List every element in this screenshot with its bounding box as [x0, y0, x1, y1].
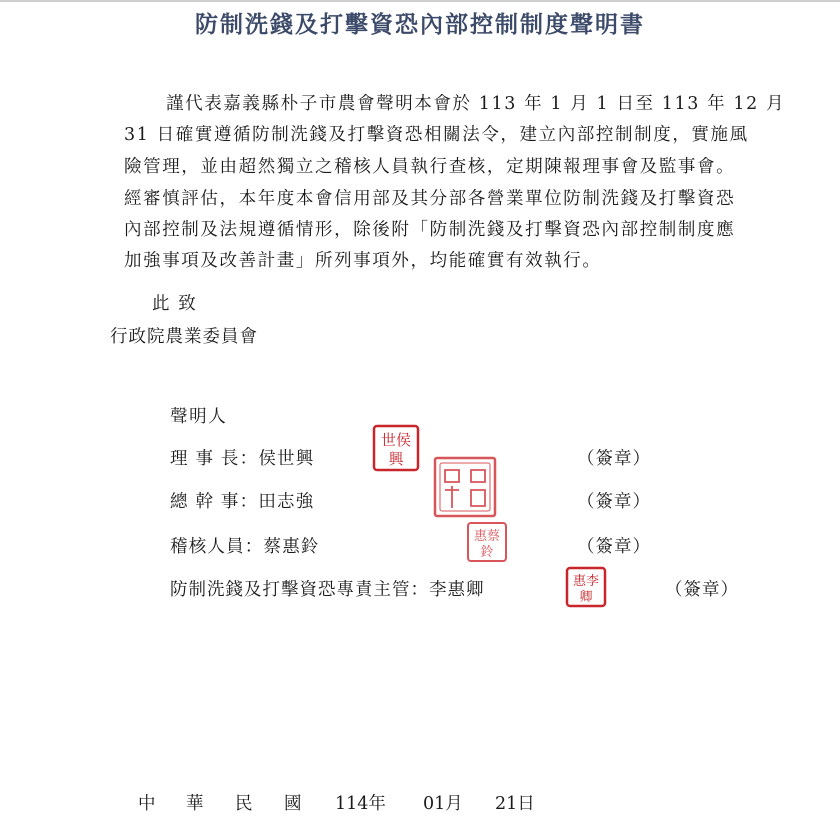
- declarant-label: 聲明人: [170, 407, 228, 427]
- office-seal: [433, 456, 497, 518]
- sign-label-general-manager: （簽章）: [577, 492, 651, 512]
- paragraph-line-4: 經審慎評估，本年度本會信用部及其分部各營業單位防制洗錢及打擊資恐: [124, 189, 736, 209]
- paragraph-line-2: 31 日確實遵循防制洗錢及打擊資恐相關法令，建立內部控制制度，實施風: [124, 125, 749, 145]
- signatory-general-manager: 總 幹 事：田志強: [170, 492, 315, 512]
- date-year: 114年: [335, 794, 386, 814]
- signatory-auditor: 稽核人員：蔡惠鈴: [170, 537, 320, 557]
- svg-text:惠李: 惠李: [572, 574, 600, 589]
- top-border-line: [0, 0, 840, 2]
- svg-text:惠蔡: 惠蔡: [473, 529, 501, 544]
- chairman-seal: [372, 424, 420, 472]
- date-era-4: 國: [284, 794, 302, 814]
- signatory-chairman: 理 事 長：侯世興: [170, 449, 315, 469]
- officer-seal: [565, 566, 607, 608]
- svg-text:興: 興: [388, 450, 404, 468]
- svg-text:卿: 卿: [579, 590, 593, 605]
- date-era-2: 華: [186, 794, 204, 814]
- svg-text:鈴: 鈴: [480, 545, 494, 560]
- sign-label-aml-officer: （簽章）: [665, 580, 739, 600]
- signatory-aml-officer: 防制洗錢及打擊資恐專責主管：李惠卿: [170, 580, 485, 600]
- auditor-seal: [466, 521, 508, 563]
- svg-text:世侯: 世侯: [380, 431, 412, 449]
- paragraph-line-5: 內部控制及法規遵循情形，除後附「防制洗錢及打擊資恐內部控制制度應: [124, 220, 736, 240]
- date-era-3: 民: [235, 794, 253, 814]
- sign-label-auditor: （簽章）: [577, 537, 651, 557]
- document-title: 防制洗錢及打擊資恐內部控制制度聲明書: [195, 11, 645, 38]
- date-era-1: 中: [138, 794, 156, 814]
- paragraph-line-3: 險管理，並由超然獨立之稽核人員執行查核，定期陳報理事會及監事會。: [124, 157, 736, 177]
- salutation: 此 致: [152, 294, 198, 314]
- date-month: 01月: [423, 794, 463, 814]
- sign-label-chairman: （簽章）: [577, 449, 651, 469]
- paragraph-line-1: 謹代表嘉義縣朴子市農會聲明本會於 113 年 1 月 1 日至 113 年 12 月: [166, 94, 786, 114]
- date-day: 21日: [495, 794, 535, 814]
- paragraph-line-6: 加強事項及改善計畫」所列事項外，均能確實有效執行。: [124, 251, 602, 271]
- recipient: 行政院農業委員會: [110, 327, 258, 347]
